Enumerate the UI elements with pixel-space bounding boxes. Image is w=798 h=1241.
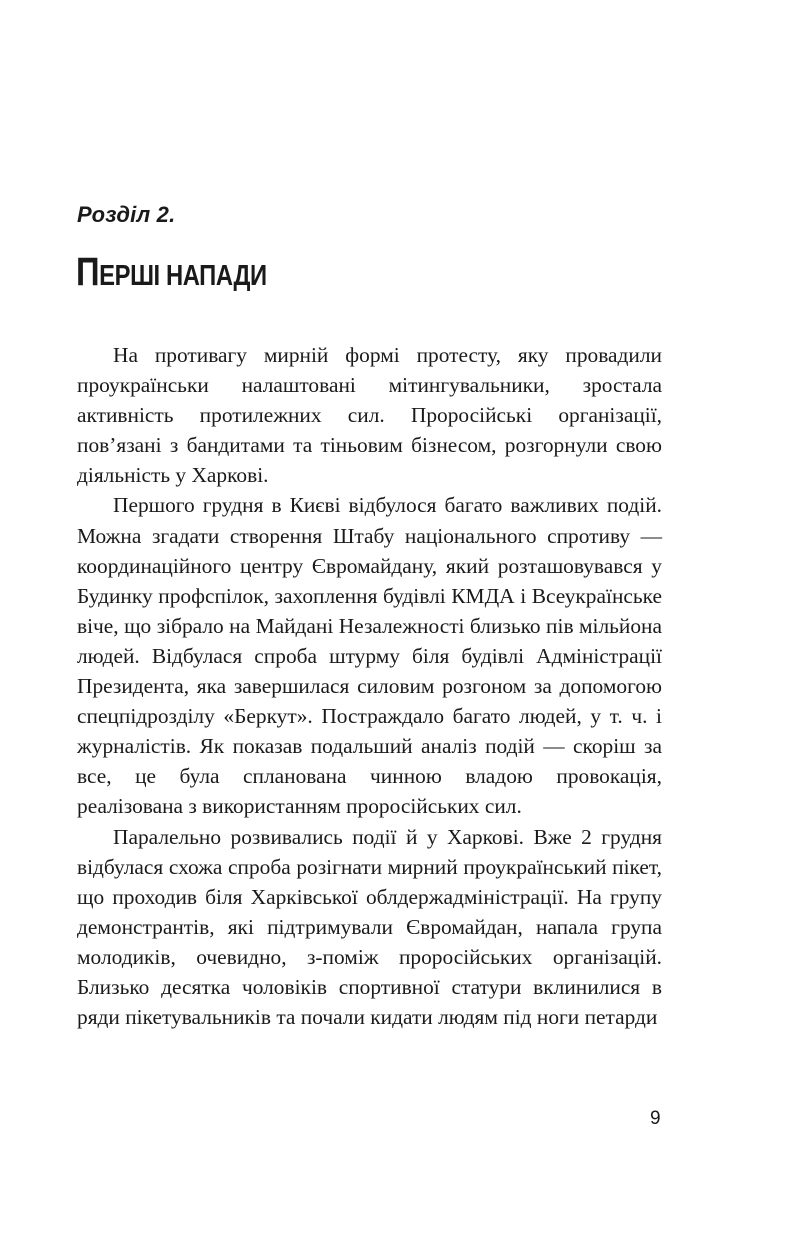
body-text bbox=[77, 340, 662, 1032]
paragraph: Паралельно розвивались події й у Харкові. Вже 2 грудня відбулася схожа спроба розігнати мирний проукраїнський пікет, що проходив біля Харківської облдержадміністрації. На групу демонстрантів, які підтримували Євромайдан, напала група молодиків, очевидно, з-поміж проросійських організацій. Близько десятка чоловіків спортивної статури вклинилися в ряди пікетувальників та почали кидати людям під ноги петарди bbox=[77, 824, 662, 1030]
paragraph: Першого грудня в Києві відбулося багато важливих подій. Можна згадати створення Штабу національного спротиву — координаційного центру Євромайдану, який розташовувався у Будинку профспілок, захоплення будівлі КМДА і Всеукраїнське віче, що зібрало на Майдані Незалежності близько пів мільйона людей. Відбулася спроба штурму біля будівлі Адміністрації Президента, яка завершилася силовим розгоном за допомогою спецпідрозділу «Беркут». Постраждало багато людей, у т. ч. і журналістів. Як показав подальший аналіз подій — скоріш за все, це була спланована чинною владою провокація, реалізована з використанням проросійських сил. bbox=[77, 493, 662, 819]
chapter-title-rest: ЕРШІ НАПАДИ bbox=[99, 260, 267, 292]
chapter-title-initial: П bbox=[76, 250, 100, 294]
paragraph: На противагу мирній формі протесту, яку провадили проукраїнськи налаштовані мітингувальники, зростала активність протилежних сил. Проросійські організації, пов’язані з бандитами та тіньовим бізнесом, розгорнули свою діяльність у Харкові. bbox=[77, 343, 662, 488]
page-number: 9 bbox=[650, 1108, 661, 1129]
chapter-title bbox=[76, 252, 267, 292]
chapter-label: Розділ 2. bbox=[77, 202, 176, 227]
